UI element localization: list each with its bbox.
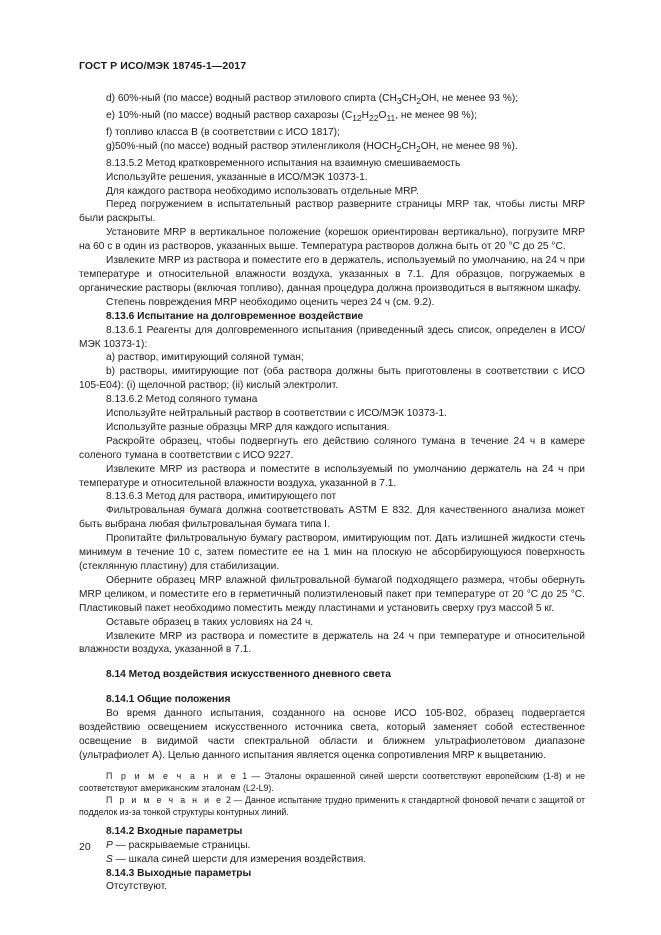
section-heading: 8.14 Метод воздействия искусственного дневного света bbox=[106, 669, 391, 681]
subsection-heading: 8.14.3 Выходные параметры bbox=[106, 867, 252, 879]
spacer bbox=[79, 657, 585, 668]
note-1: П р и м е ч а н и е 1 — Эталоны окрашенной синей шерсти соответствуют европейским (1-8) и не соответствуют американским эталонам (L2-L9). bbox=[79, 770, 585, 793]
paragraph: Для каждого раствора необходимо использовать отдельные MRP. bbox=[106, 185, 419, 197]
paragraph: Степень повреждения MRP необходимо оценить через 24 ч (см. 9.2). bbox=[106, 296, 435, 308]
page-number: 20 bbox=[79, 841, 91, 853]
note-2: П р и м е ч а н и е 2 — Данное испытание трудно применить к стандартной фоновой печати с защитой от подделок из-за тонкой структуры контурных линий. bbox=[79, 794, 585, 817]
paragraph: 8.13.6.1 Реагенты для долговременного испытания (приведенный здесь список, определен в ИСО/МЭК 10373-1): bbox=[79, 324, 585, 350]
spacer bbox=[79, 682, 585, 693]
list-item-f: f) топливо класса B (в соответствии с ИСО 1817); bbox=[106, 126, 340, 138]
page-body bbox=[79, 92, 585, 894]
paragraph: Установите MRP в вертикальное положение (корешок ориентирован вертикально), погрузите MRP на 60 с в один из растворов, указанных выше. Температура растворов должна быть от 20 °C до 25 °C. bbox=[79, 227, 585, 253]
paragraph: 8.13.5.2 Метод кратковременного испытания на взаимную смешиваемость bbox=[106, 157, 461, 169]
paragraph: Извлеките MRP из раствора и поместите в используемый по умолчанию держатель на 24 ч при температуре и относительной влажности воздуха, указанной в 7.1. bbox=[79, 463, 585, 489]
paragraph: Используйте разные образцы MRP для каждого испытания. bbox=[106, 421, 390, 433]
list-item-e: e) 10%-ный (по массе) водный раствор сахарозы ($C_{12}H_{22}O_{11}$, не менее 98 %); bbox=[106, 109, 477, 123]
note-label: П р и м е ч а н и е bbox=[106, 794, 224, 805]
section-heading: 8.13.6 Испытание на долговременное воздействие bbox=[106, 310, 364, 322]
paragraph: Пропитайте фильтровальную бумагу раствором, имитирующим пот. Дать излишней жидкости стечь минимум в течение 10 с, затем поместите ее на 1 мин на плоскую не абсорбирующуюся поверхность (стеклянную пластину) для стабилизации. bbox=[79, 533, 585, 572]
document-header: ГОСТ Р ИСО/МЭК 18745-1—2017 bbox=[79, 60, 247, 72]
paragraph: Используйте решения, указанные в ИСО/МЭК 10373-1. bbox=[106, 171, 368, 183]
paragraph: P — раскрываемые страницы. bbox=[106, 839, 251, 851]
paragraph: 8.13.6.3 Метод для раствора, имитирующего пот bbox=[106, 491, 337, 503]
paragraph: Извлеките MRP из раствора и поместите в держатель на 24 ч при температуре и относительной влажности воздуха, указанной в 7.1. bbox=[79, 630, 585, 656]
paragraph: Перед погружением в испытательный раствор разверните страницы MRP так, чтобы листы MRP были раскрыты. bbox=[79, 199, 585, 225]
list-item: a) раствор, имитирующий соляной туман; bbox=[106, 352, 304, 364]
paragraph: Используйте нейтральный раствор в соответствии с ИСО/МЭК 10373-1. bbox=[106, 408, 447, 420]
paragraph: Извлеките MRP из раствора и поместите его в держатель, используемый по умолчанию, на 24 ч при температуре и относительной влажности воздуха, указанных в 7.1. Для образцов, погружаемых в органические растворы (включая топливо), данная процедура должна производиться в вытяжном шкафу. bbox=[79, 255, 585, 294]
list-item-d: d) 60%-ный (по массе) водный раствор этилового спирта ($CH_3CH_2OH$, не менее 93 %); bbox=[106, 93, 519, 107]
note-label: П р и м е ч а н и е bbox=[106, 770, 238, 781]
subsection-heading: 8.14.1 Общие положения bbox=[106, 694, 231, 706]
spacer bbox=[79, 818, 585, 825]
paragraph: S — шкала синей шерсти для измерения воздействия. bbox=[106, 853, 367, 865]
paragraph: Во время данного испытания, созданного на основе ИСО 105-B02, образец подвергается воздействию освещением искусственного источника света, который заменяет собой естественное освещение в видимой части спектральной области и ближнем ультрафиолетовом диапазоне (ультрафиолет A). Целью данного испытания является оценка сопротивления MRP к выцветанию. bbox=[79, 708, 585, 761]
paragraph: 8.13.6.2 Метод соляного тумана bbox=[106, 394, 258, 406]
paragraph: Оставьте образец в таких условиях на 24 ч. bbox=[106, 616, 314, 628]
paragraph: Фильтровальная бумага должна соответствовать ASTM E 832. Для качественного анализа может быть выбрана любая фильтровальная бумага типа I. bbox=[79, 505, 585, 531]
list-item: b) растворы, имитирующие пот (оба раствора должны быть приготовлены в соответствии с ИСО 105-E04): (i) щелочной раствор; (ii) кислый электролит. bbox=[79, 366, 585, 392]
list-item-g: g)50%-ный (по массе) водный раствор этиленгликоля ($HOCH_2CH_2OH$, не менее 98 %). bbox=[106, 140, 518, 154]
spacer bbox=[79, 763, 585, 770]
paragraph: Раскройте образец, чтобы подвергнуть его действию соляного тумана в течение 24 ч в камере соленого тумана в соответствии с ИСО 9227. bbox=[79, 435, 585, 461]
paragraph: Отсутствуют. bbox=[106, 881, 168, 893]
paragraph: Оберните образец MRP влажной фильтровальной бумагой подходящего размера, чтобы обернуть MRP целиком, и поместите его в герметичный полиэтиленовый пакет при температуре от 20 °C до 25 °C. Пластиковый пакет необходимо поместить между пластинами и установить сверху груз массой 5 кг. bbox=[79, 574, 585, 614]
subsection-heading: 8.14.2 Входные параметры bbox=[106, 825, 243, 837]
